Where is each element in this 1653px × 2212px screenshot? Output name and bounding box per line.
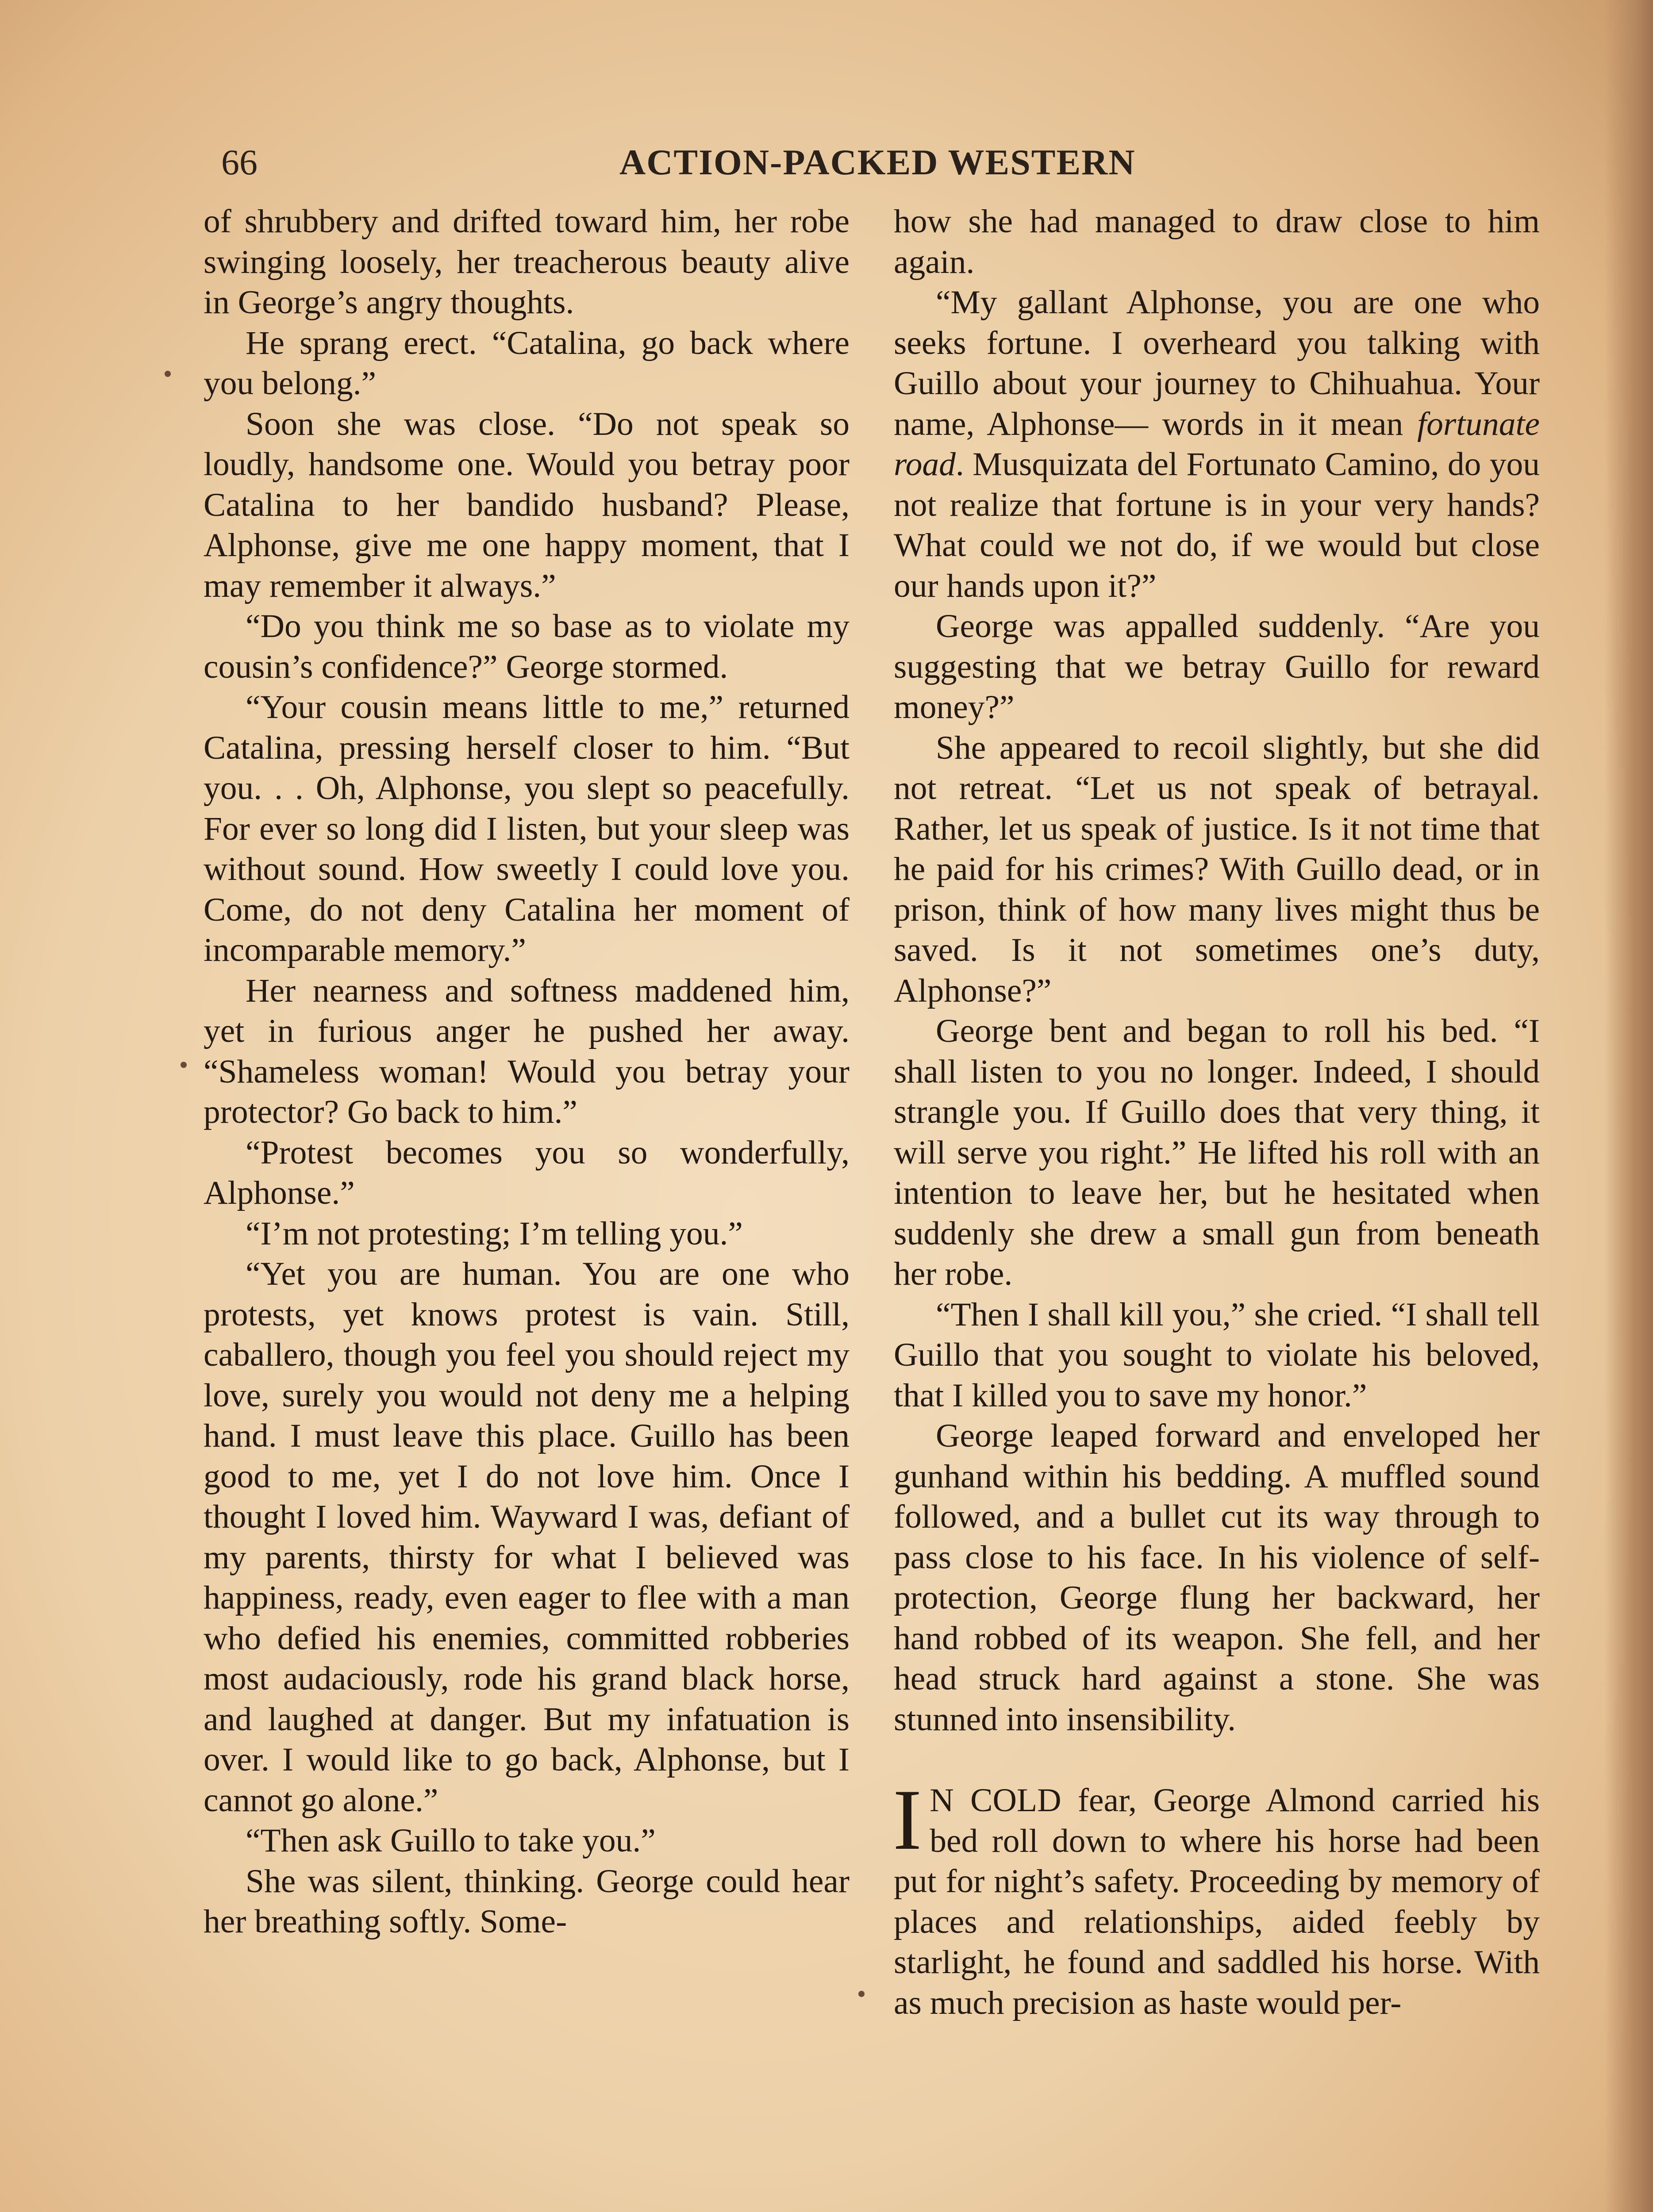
paragraph: of shrubbery and drifted toward him, her robe swinging loosely, her treacherous beauty alive in George’s angry thoughts. <box>204 203 850 321</box>
left-column <box>204 201 850 1942</box>
ink-speck <box>165 371 171 377</box>
paragraph: Soon she was close. “Do not speak so loudly, handsome one. Would you betray poor Catalina to her bandido husband? Please, Alphonse, give me one happy moment, that I may remember it always.” <box>204 405 850 604</box>
paragraph: “Yet you are human. You are one who protests, yet knows protest is vain. Still, caballero, though you feel you should reject my love, surely you would not deny me a helping hand. I must leave this place. Guillo has been good to me, yet I do not love him. Once I thought I loved him. Wayward I was, defiant of my parents, thirsty for what I believed was happiness, ready, even eager to flee with a man who defied his enemies, committed robberies most audaciously, rode his grand black horse, and laughed at danger. But my infatuation is over. I would like to go back, Alphonse, but I cannot go alone.” <box>204 1256 850 1819</box>
paragraph <box>894 282 1540 606</box>
paragraph: “I’m not protesting; I’m telling you.” <box>246 1215 743 1252</box>
running-head: ACTION-PACKED WESTERN <box>619 142 1136 182</box>
paragraph: “Your cousin means little to me,” returned Catalina, pressing herself closer to him. “But you. . . Oh, Alphonse, you slept so peacefully. For ever so long did I listen, but your sleep was without sound. How sweetly I could love you. Come, do not deny Catalina her moment of incomparable memory.” <box>204 689 850 968</box>
paragraph: He sprang erect. “Catalina, go back where you belong.” <box>204 324 850 402</box>
paragraph: Her nearness and softness maddened him, yet in furious anger he pushed her away. “Shameless woman! Would you betray your protector? Go back to him.” <box>204 972 850 1130</box>
ink-speck <box>858 1991 865 1997</box>
italic-phrase: fortunate road <box>894 405 1540 483</box>
paragraph: She was silent, thinking. George could hear her breathing softly. Some- <box>204 1863 850 1940</box>
paragraph: how she had managed to draw close to him again. <box>894 203 1540 280</box>
paragraph <box>893 1772 1540 2023</box>
ink-speck <box>181 1062 187 1068</box>
paragraph: She appeared to recoil slightly, but she did not retreat. “Let us not speak of betrayal. Rather, let us speak of justice. Is it not time that he paid for his crimes? With Guillo dead, or in prison, think of how many lives might thus be saved. Is it not sometimes one’s duty, Alphonse?” <box>894 729 1540 1009</box>
paragraph: George was appalled suddenly. “Are you suggesting that we betray Guillo for reward money?” <box>894 608 1540 726</box>
drop-cap: I <box>893 1772 922 1868</box>
paragraph: “Do you think me so base as to violate my cousin’s confidence?” George stormed. <box>204 608 850 685</box>
paragraph: “Then ask Guillo to take you.” <box>246 1822 656 1859</box>
paragraph: “Then I shall kill you,” she cried. “I shall tell Guillo that you sought to violate his beloved, that I killed you to save my honor.” <box>894 1296 1540 1414</box>
page-spine-shadow <box>1604 0 1653 2212</box>
right-column <box>894 201 1540 2023</box>
page-header <box>204 137 1177 190</box>
paragraph-text: “My gallant Alphonse, you are one who seeks fortune. I overheard you talking with Guillo about your journey to Chihuahua. Your name, Alphonse— words in it mean <box>894 284 1540 442</box>
section-break <box>894 1740 1540 1780</box>
paragraph-text: . Musquizata del Fortunato Camino, do you not realize that fortune is in your very hands? What could we not do, if we would but close our hands upon it?” <box>894 446 1540 604</box>
paragraph: George bent and began to roll his bed. “I shall listen to you no longer. Indeed, I should strangle you. If Guillo does that very thing, it will serve you right.” He lifted his roll with an intention to leave her, but he hesitated when suddenly she drew a small gun from beneath her robe. <box>894 1013 1540 1292</box>
paragraph: George leaped forward and enveloped her gunhand within his bedding. A muffled sound followed, and a bullet cut its way through to pass close to his face. In his violence of self-protection, George flung her backward, her hand robbed of its weapon. She fell, and her head struck hard against a stone. She was stunned into insensibility. <box>894 1417 1540 1738</box>
paragraph-text: N COLD fear, George Almond carried his bed roll down to where his horse had been put for night’s safety. Proceeding by memory of places and relationships, aided feebly by starlight, he found and saddled his horse. With as much precision as haste would per- <box>894 1782 1540 2021</box>
page-number: 66 <box>221 142 258 182</box>
paragraph: “Protest becomes you so wonderfully, Alphonse.” <box>204 1134 850 1211</box>
